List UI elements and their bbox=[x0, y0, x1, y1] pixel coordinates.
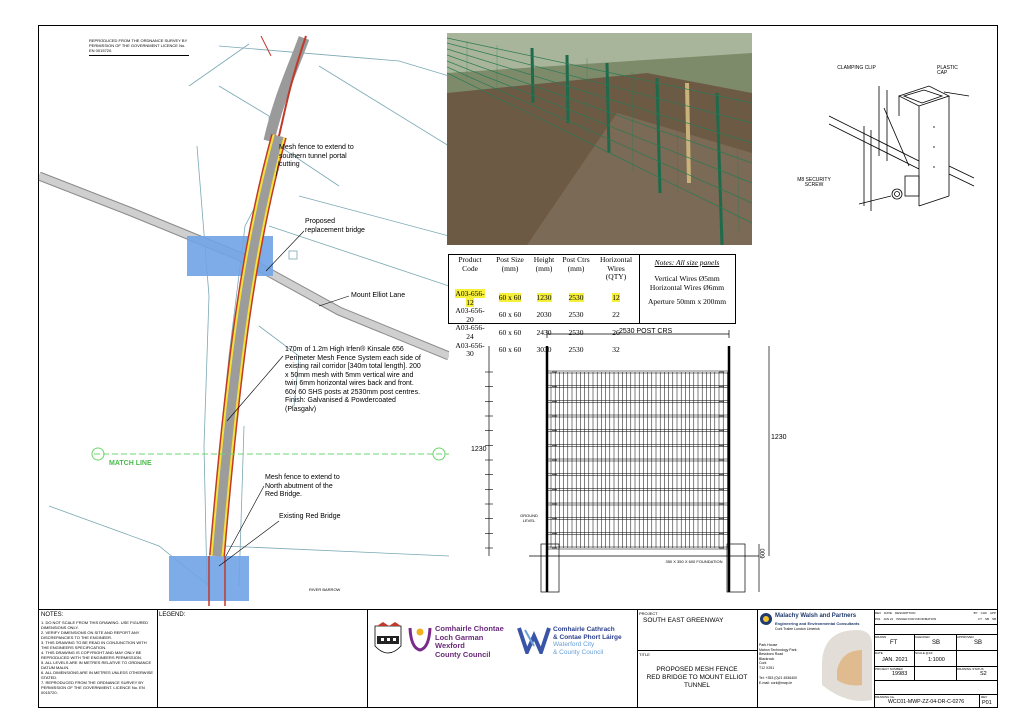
site-plan bbox=[39, 26, 449, 606]
project-panel bbox=[637, 610, 758, 708]
title-block bbox=[39, 609, 997, 708]
consultant-panel bbox=[757, 610, 875, 708]
depth-label: 600 bbox=[760, 548, 767, 559]
address-line: Blackrock bbox=[759, 656, 775, 661]
spec-note-horizontal: Horizontal Wires Ø6mm bbox=[649, 283, 725, 292]
cell: 3030 bbox=[536, 344, 552, 354]
mount-elliot-lane-label: Mount Elliot Lane bbox=[351, 292, 406, 299]
note-line: 2. VERIFY DIMENSIONS ON SITE AND REPORT ANY DISCREPANCIES TO THE ENGINEER. bbox=[41, 630, 140, 640]
project-no-value: 19983 bbox=[892, 671, 908, 677]
mwp-logo-icon bbox=[759, 612, 773, 626]
address-line: T12 X251 bbox=[759, 665, 775, 670]
mwp-watermark-icon bbox=[817, 625, 872, 705]
spec-table-header bbox=[450, 256, 638, 290]
checked-value: SB bbox=[932, 640, 941, 646]
spec-divider bbox=[639, 254, 640, 324]
title-line: PROPOSED MESH FENCE bbox=[656, 666, 738, 673]
drawing-no-value: WCC01-MWP-ZZ-04-DR-C-0276 bbox=[888, 699, 965, 705]
date-value: JAN. 2021 bbox=[882, 657, 908, 663]
cell: 60 x 60 bbox=[498, 310, 522, 320]
wexford-council-name bbox=[435, 625, 504, 659]
title-divider bbox=[637, 650, 757, 651]
col-height: Height (mm) bbox=[533, 255, 555, 273]
cell: A03-656-30 bbox=[455, 340, 485, 359]
revision-row bbox=[874, 616, 997, 622]
plastic-cap-label: PLASTIC CAP bbox=[937, 65, 958, 76]
scale-label: SCALE @A3 bbox=[915, 651, 933, 655]
status-value: S2 bbox=[980, 671, 987, 677]
cell: 60 x 60 bbox=[498, 327, 522, 337]
callout-fence-spec: 170m of 1.2m High Irfen® Kinsale 656 Perimeter Mesh Fence System each side of existing rail corridor [340m total length]. 200 x 50mm mesh with 5mm vertical wire and twin 6mm horizontal wires back and front. 60x 60 SHS posts at 2530mm post centres. Finish: Galvanised & Powdercoated (Plasgalv) bbox=[285, 346, 421, 413]
notes-heading: NOTES: bbox=[41, 612, 64, 618]
spec-note-aperture: Aperture 50mm x 200mm bbox=[647, 297, 727, 306]
fence-elevation bbox=[459, 326, 779, 598]
col-horizontal-wires: Horizontal Wires (QTY) bbox=[599, 255, 633, 282]
clamping-clip-label: CLAMPING CLIP bbox=[837, 65, 876, 71]
note-line: 6. ALL DIMENSIONS ARE IN METRES UNLESS OTHERWISE STATED. bbox=[41, 670, 154, 680]
rev-value: P01 bbox=[982, 700, 992, 706]
cell: 32 bbox=[612, 344, 620, 354]
council2-line: & County Council bbox=[553, 648, 604, 656]
site-plan-svg bbox=[39, 26, 449, 606]
fence-photo-svg bbox=[447, 33, 752, 245]
firm-sub: Engineering and Environmental Consultants bbox=[775, 621, 860, 626]
date-label: DATE bbox=[875, 651, 883, 655]
council1-line: County Council bbox=[435, 649, 491, 659]
wexford-logo-icon bbox=[407, 624, 433, 654]
cell: 2030 bbox=[536, 310, 552, 320]
rev-cell: FT bbox=[978, 617, 982, 621]
drawing-no-label: DRAWING No. bbox=[875, 695, 895, 699]
legend-panel bbox=[157, 610, 368, 708]
rev-col: CHK bbox=[980, 611, 987, 615]
firm-name: Malachy Walsh and Partners bbox=[775, 613, 857, 619]
revision-table bbox=[874, 610, 997, 625]
col-product-code: Product Code bbox=[458, 255, 482, 273]
spec-note-vertical: Vertical Wires Ø5mm bbox=[654, 274, 720, 283]
drawn-value: FT bbox=[890, 640, 898, 646]
cell: 26 bbox=[612, 327, 620, 337]
council1-line: Comhairle Chontae bbox=[435, 624, 504, 633]
cell: 1230 bbox=[536, 293, 552, 303]
cell: 60 x 60 bbox=[498, 293, 522, 303]
col-post-size: Post Size (mm) bbox=[496, 255, 524, 273]
callout-replacement-bridge: Proposed replacement bridge bbox=[305, 218, 365, 234]
note-line: 1. DO NOT SCALE FROM THIS DRAWING. USE FIGURED DIMENSIONS ONLY. bbox=[41, 620, 149, 630]
address-line: Cork bbox=[759, 661, 767, 665]
drawn-label: DRAWN bbox=[875, 635, 887, 639]
rev-cell: P01 bbox=[875, 617, 881, 621]
callout-south-portal: Mesh fence to extend to southern tunnel portal cutting bbox=[279, 144, 354, 168]
approved-value: SB bbox=[974, 640, 983, 646]
cell: A03-656-12 bbox=[455, 289, 485, 307]
council2-line: Comhairle Cathrach bbox=[553, 626, 615, 633]
spec-notes-title: Notes: All size panels bbox=[654, 258, 720, 267]
note-line: 3. THIS DRAWING TO BE READ IN CONJUNCTION WITH THE ENGINEERS SPECIFICATION. bbox=[41, 640, 147, 650]
client-logos bbox=[367, 610, 638, 708]
cell: 2530 bbox=[568, 293, 584, 303]
table-row bbox=[450, 307, 638, 324]
note-line: 4. THIS DRAWING IS COPYRIGHT AND MAY ONLY BE REPRODUCED WITH THE ENGINEERS PERMISSION. bbox=[41, 650, 142, 660]
council2-line: & Contae Phort Láirge bbox=[553, 633, 622, 641]
cell: 60 x 60 bbox=[498, 344, 522, 354]
note-line: 5. ALL LEVELS ARE IN METRES RELATIVE TO ORDNANCE DATUM MALIN. bbox=[41, 660, 152, 670]
callout-red-bridge: Existing Red Bridge bbox=[279, 513, 341, 520]
firm-email: E-mail: cork@mwp.ie bbox=[759, 681, 793, 685]
col-post-ctrs: Post Ctrs (mm) bbox=[562, 255, 590, 273]
legend-heading: LEGEND: bbox=[159, 612, 186, 618]
address-line: Park House bbox=[759, 643, 778, 647]
fence-photo bbox=[447, 33, 752, 245]
firm-tel: Tel: +353 (0)21 4536400 bbox=[759, 676, 798, 680]
rev-cell: SB bbox=[991, 617, 996, 621]
firm-offices: Cork Tralee London Limerick bbox=[775, 627, 820, 631]
waterford-logo-icon bbox=[517, 624, 551, 654]
scale-value: 1:1000 bbox=[928, 657, 945, 663]
match-line-label: MATCH LINE bbox=[109, 460, 152, 467]
notes-panel bbox=[39, 610, 158, 708]
cell: 12 bbox=[612, 293, 620, 303]
waterford-council-name bbox=[553, 626, 622, 656]
title-line: RED BRIDGE TO MOUNT ELLIOT bbox=[646, 674, 748, 681]
height-right-label: 1230 bbox=[771, 434, 787, 441]
status-label: DRAWING STATUS bbox=[957, 667, 984, 671]
project-name: SOUTH EAST GREENWAY bbox=[643, 617, 724, 624]
checked-label: CHECKED bbox=[915, 635, 930, 639]
cell: 2530 bbox=[568, 327, 584, 337]
cell: 22 bbox=[612, 310, 620, 320]
ground-level-label: GROUND LEVEL bbox=[520, 513, 538, 523]
height-left-label: 1230 bbox=[471, 446, 487, 453]
rev-cell: ISSUED FOR INFORMATION bbox=[896, 617, 937, 621]
approved-label: APPROVED bbox=[957, 635, 974, 639]
table-row bbox=[450, 290, 638, 307]
callout-north-abutment: Mesh fence to extend to North abutment of the Red Bridge. bbox=[265, 474, 340, 498]
river-barrow-label: RIVER BARROW bbox=[309, 587, 341, 592]
address-line: Bessboro Road bbox=[759, 652, 784, 656]
rev-col: BY bbox=[973, 611, 978, 615]
rev-col: DESCRIPTION bbox=[894, 611, 916, 615]
council1-line: Loch Garman bbox=[435, 632, 484, 642]
post-detail-drawing bbox=[809, 56, 979, 236]
drawing-info-panel bbox=[874, 610, 997, 708]
os-note: REPRODUCED FROM THE ORDNANCE SURVEY BY PERMISSION OF THE GOVERNMENT LICENCE No. EN 0015720. bbox=[89, 38, 189, 56]
title-line: TUNNEL bbox=[683, 682, 710, 689]
spec-notes bbox=[642, 258, 732, 306]
note-line: 7. REPRODUCED FROM THE ORDNANCE SURVEY BY PERMISSION OF THE GOVERNMENT. LICENCE No. EN 0015720. bbox=[41, 680, 145, 695]
firm-address bbox=[759, 643, 797, 670]
project-no-label: PROJECT NUMBER bbox=[875, 667, 903, 671]
foundation-label: 350 X 350 X 600 FOUNDATION bbox=[665, 559, 723, 564]
council1-line: Wexford bbox=[435, 641, 465, 650]
security-screw-label: M8 SECURITY SCREW bbox=[797, 177, 831, 188]
cell: A03-656-24 bbox=[455, 323, 485, 341]
project-label: PROJECT bbox=[639, 611, 658, 616]
rev-col: DATE bbox=[884, 611, 892, 615]
drawing-title bbox=[637, 666, 757, 690]
cell: 2530 bbox=[568, 344, 584, 354]
cell: A03-656-20 bbox=[455, 306, 485, 324]
council2-line: Waterford City bbox=[553, 641, 595, 648]
wexford-crest-icon bbox=[373, 622, 403, 662]
cell: 2530 bbox=[568, 310, 584, 320]
cell: 2430 bbox=[536, 327, 552, 337]
address-line: Mahon Technology Park bbox=[759, 647, 797, 652]
rev-label: REV bbox=[981, 695, 988, 699]
drawing-sheet bbox=[38, 25, 998, 708]
rev-col: APP bbox=[989, 611, 996, 615]
rev-col: REV bbox=[875, 611, 882, 615]
rev-cell: SB bbox=[984, 617, 989, 621]
title-label: TITLE bbox=[639, 652, 650, 657]
rev-cell: JAN 21 bbox=[883, 617, 894, 621]
post-crs-label: 2530 POST CRS bbox=[619, 328, 673, 335]
